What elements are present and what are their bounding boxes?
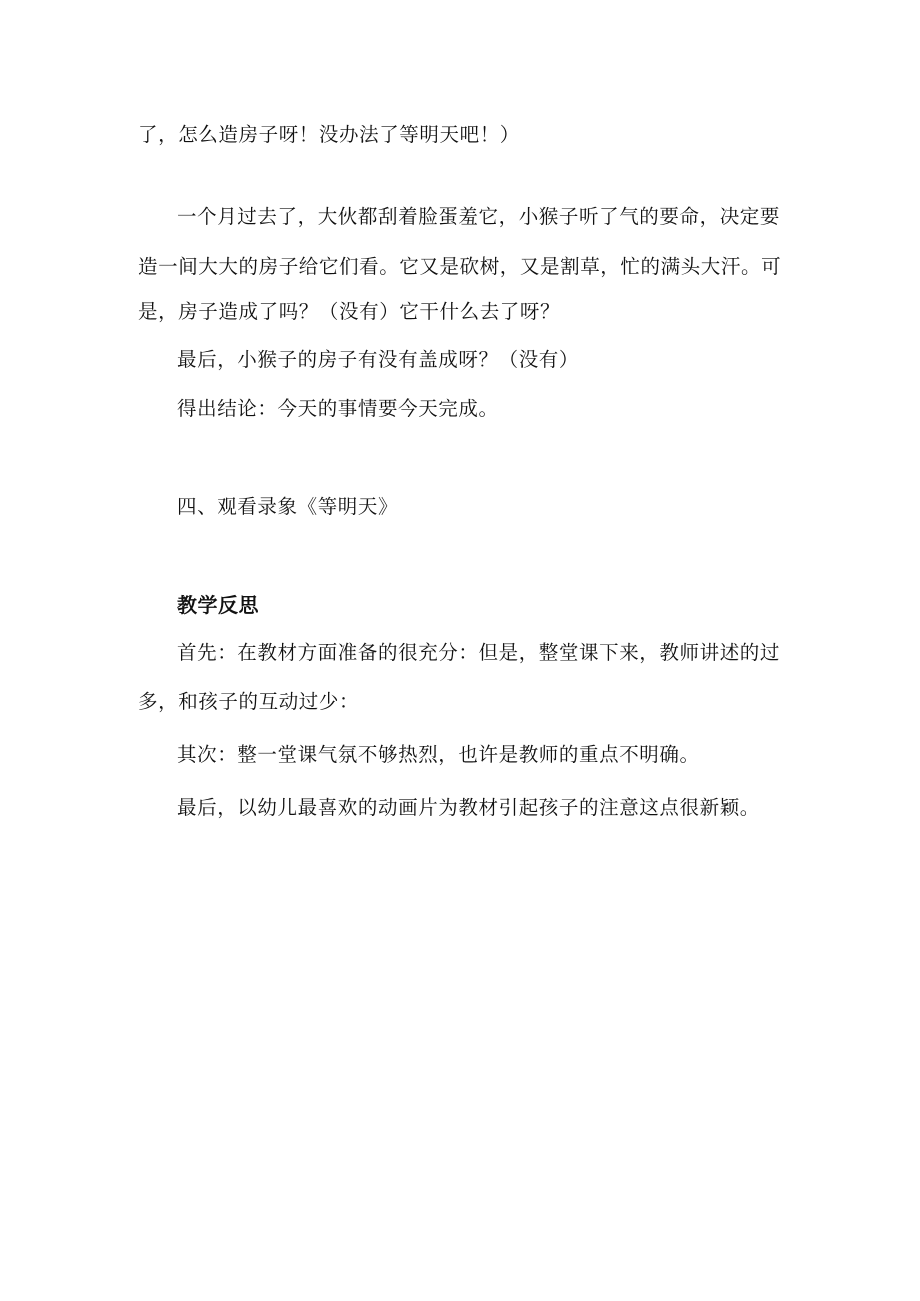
reflection-heading: 教学反思 bbox=[177, 593, 259, 617]
reflection-line: 首先：在教材方面准备的很充分：但是，整堂课下来，教师讲述的过 bbox=[177, 641, 781, 664]
section-title: 四、观看录象《等明天》 bbox=[177, 495, 399, 518]
reflection-line: 最后，以幼儿最喜欢的动画片为教材引起孩子的注意这点很新颖。 bbox=[177, 796, 760, 819]
paragraph-line: 最后，小猴子的房子有没有盖成呀？（没有） bbox=[177, 348, 580, 371]
paragraph-line: 得出结论：今天的事情要今天完成。 bbox=[177, 397, 499, 420]
paragraph-line: 是，房子造成了吗？（没有）它干什么去了呀？ bbox=[138, 300, 561, 323]
reflection-line: 其次：整一堂课气氛不够热烈，也许是教师的重点不明确。 bbox=[177, 743, 700, 766]
paragraph-line: 一个月过去了，大伙都刮着脸蛋羞它，小猴子听了气的要命，决定要 bbox=[177, 205, 781, 228]
paragraph-line: 了，怎么造房子呀！没办法了等明天吧！） bbox=[138, 123, 520, 146]
reflection-line: 多，和孩子的互动过少： bbox=[138, 690, 360, 713]
paragraph-line: 造一间大大的房子给它们看。它又是砍树，又是割草，忙的满头大汗。可 bbox=[138, 255, 782, 278]
